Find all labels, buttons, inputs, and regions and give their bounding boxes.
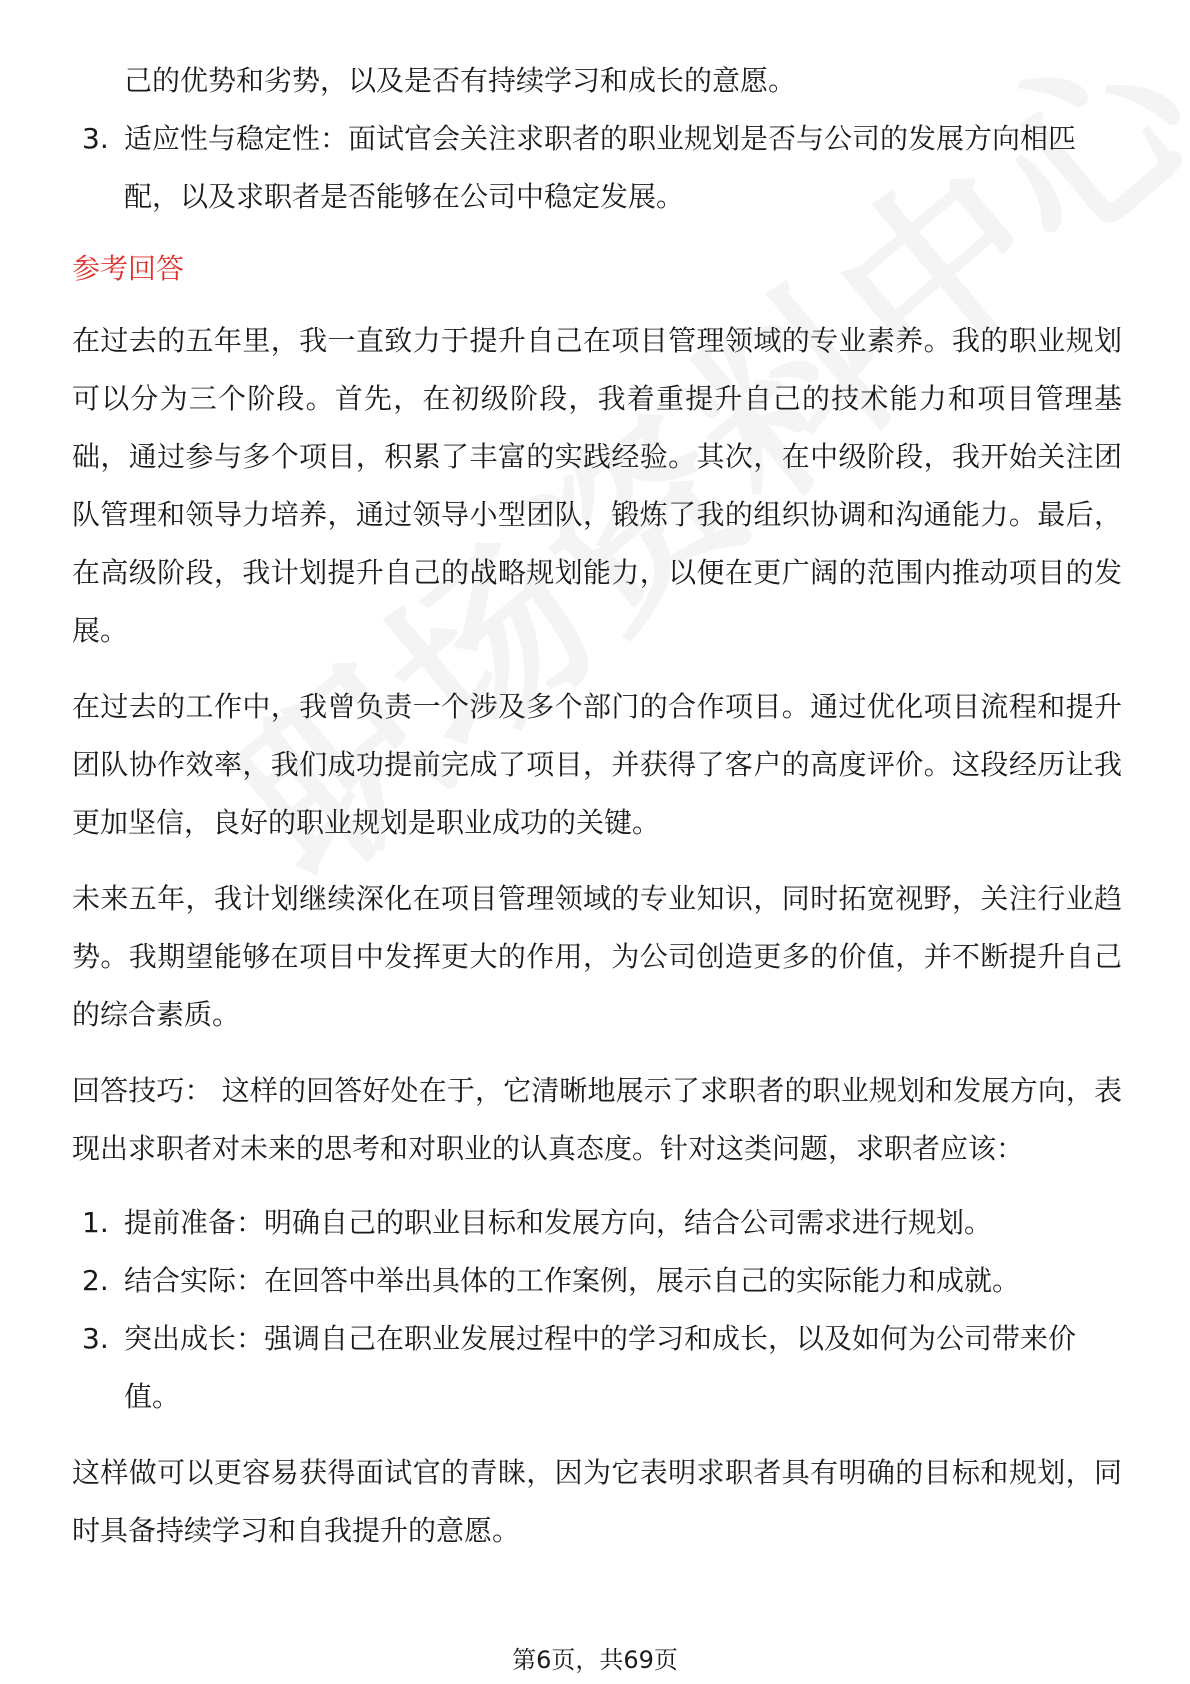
answer-paragraph-3: 未来五年，我计划继续深化在项目管理领域的专业知识，同时拓宽视野，关注行业趋势。我期望能够在项目中发挥更大的作用，为公司创造更多的价值，并不断提升自己的综合素质。 bbox=[72, 882, 1122, 1031]
list-item bbox=[72, 1252, 1122, 1310]
tips-intro: 回答技巧： 这样的回答好处在于，它清晰地展示了求职者的职业规划和发展方向，表现出求职者对未来的思考和对职业的认真态度。针对这类问题，求职者应该： bbox=[72, 1074, 1122, 1165]
list-item-continuation: 己的优势和劣势，以及是否有持续学习和成长的意愿。 bbox=[124, 64, 797, 97]
answer-paragraph-2: 在过去的工作中，我曾负责一个涉及多个部门的合作项目。通过优化项目流程和提升团队协作效率，我们成功提前完成了项目，并获得了客户的高度评价。这段经历让我更加坚信，良好的职业规划是职业成功的关键。 bbox=[72, 690, 1122, 839]
answer-paragraph-1: 在过去的五年里，我一直致力于提升自己在项目管理领域的专业素养。我的职业规划可以分为三个阶段。首先，在初级阶段，我着重提升自己的技术能力和项目管理基础，通过参与多个项目，积累了丰富的实践经验。其次，在中级阶段，我开始关注团队管理和领导力培养，通过领导小型团队，锻炼了我的组织协调和沟通能力。最后，在高级阶段，我计划提升自己的战略规划能力，以便在更广阔的范围内推动项目的发展。 bbox=[72, 324, 1122, 647]
section-heading-reference-answer: 参考回答 bbox=[72, 252, 185, 285]
page-number-footer: 第6页，共69页 bbox=[512, 1646, 678, 1674]
list-item-text: 突出成长：强调自己在职业发展过程中的学习和成长，以及如何为公司带来价值。 bbox=[124, 1322, 1077, 1413]
list-item bbox=[72, 110, 1122, 226]
list-item-text: 提前准备：明确自己的职业目标和发展方向，结合公司需求进行规划。 bbox=[124, 1206, 993, 1239]
closing-paragraph: 这样做可以更容易获得面试官的青睐，因为它表明求职者具有明确的目标和规划，同时具备持续学习和自我提升的意愿。 bbox=[72, 1456, 1122, 1547]
page-content bbox=[72, 52, 1122, 1578]
list-item bbox=[72, 1310, 1122, 1426]
list-item-number: 1. bbox=[82, 1206, 109, 1239]
list-item-number: 2. bbox=[82, 1264, 109, 1297]
list-item-text: 结合实际：在回答中举出具体的工作案例，展示自己的实际能力和成就。 bbox=[124, 1264, 1021, 1297]
list-item-number: 3. bbox=[82, 1322, 109, 1355]
list-item-number: 3. bbox=[82, 122, 109, 155]
list-item bbox=[72, 1194, 1122, 1252]
list-item-text: 适应性与稳定性：面试官会关注求职者的职业规划是否与公司的发展方向相匹配，以及求职者是否能够在公司中稳定发展。 bbox=[124, 122, 1077, 213]
tips-list bbox=[72, 1194, 1122, 1426]
